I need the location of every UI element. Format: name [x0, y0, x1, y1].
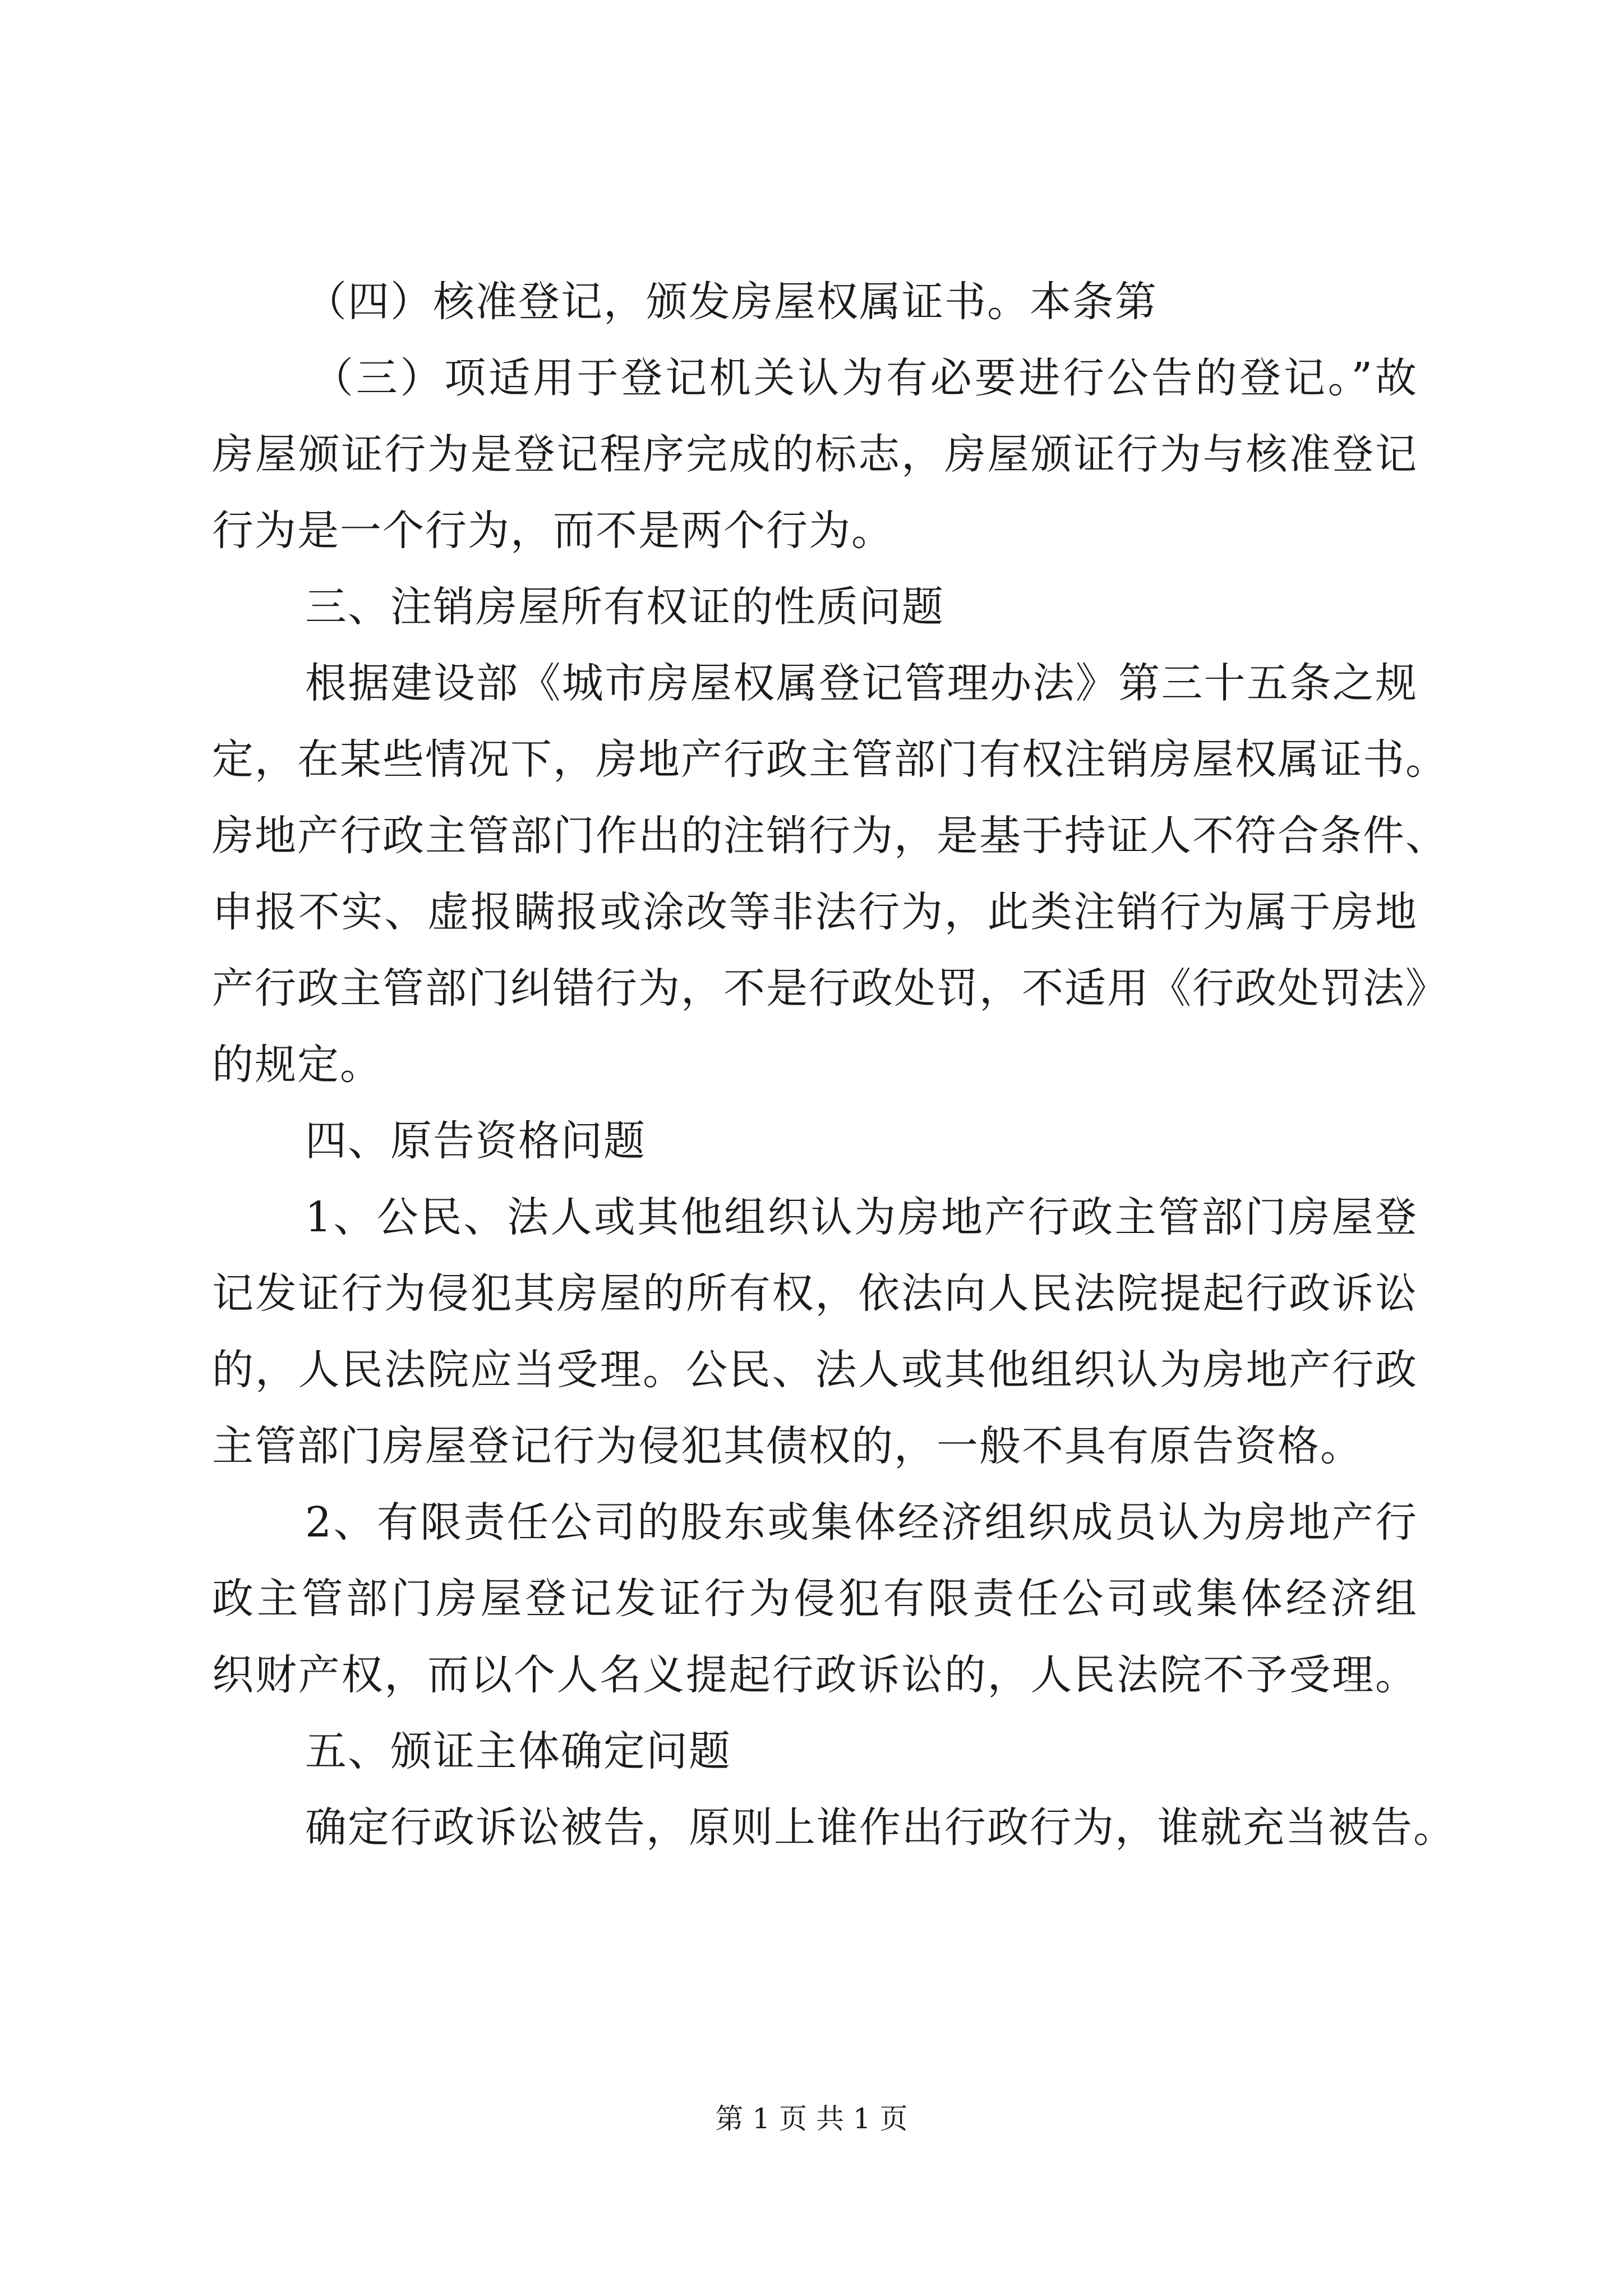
- paragraph-line: 定，在某些情况下，房地产行政主管部门有权注销房屋权属证书。: [212, 735, 1448, 784]
- paragraph-line: 的，人民法院应当受理。公民、法人或其他组织认为房地产行政: [212, 1346, 1418, 1394]
- section-heading: 四、原告资格问题: [305, 1117, 646, 1165]
- paragraph-line: 主管部门房屋登记行为侵犯其债权的，一般不具有原告资格。: [212, 1422, 1363, 1470]
- paragraph-line: 政主管部门房屋登记发证行为侵犯有限责任公司或集体经济组: [212, 1575, 1418, 1623]
- paragraph-line: （四）核准登记，颁发房屋权属证书。本条第: [305, 278, 1158, 326]
- paragraph-line: 确定行政诉讼被告，原则上谁作出行政行为，谁就充当被告。: [305, 1803, 1456, 1852]
- paragraph-line: 织财产权，而以个人名义提起行政诉讼的，人民法院不予受理。: [212, 1651, 1418, 1699]
- paragraph-line: 2、有限责任公司的股东或集体经济组织成员认为房地产行: [305, 1498, 1418, 1547]
- paragraph-line: 根据建设部《城市房屋权属登记管理办法》第三十五条之规: [305, 659, 1418, 707]
- section-heading: 三、注销房屋所有权证的性质问题: [305, 583, 944, 631]
- paragraph-line: 房地产行政主管部门作出的注销行为，是基于持证人不符合条件、: [212, 812, 1448, 860]
- paragraph-line: 的规定。: [212, 1041, 382, 1089]
- page-footer: 第 1 页 共 1 页: [715, 2102, 908, 2135]
- paragraph-line: （三）项适用于登记机关认为有必要进行公告的登记。”故: [312, 354, 1418, 402]
- section-heading: 五、颁证主体确定问题: [305, 1727, 731, 1775]
- paragraph-line: 记发证行为侵犯其房屋的所有权，依法向人民法院提起行政诉讼: [212, 1269, 1418, 1318]
- paragraph-line: 产行政主管部门纠错行为，不是行政处罚，不适用《行政处罚法》: [212, 964, 1448, 1013]
- document-body: [212, 264, 1456, 1866]
- paragraph-line: 房屋颁证行为是登记程序完成的标志，房屋颁证行为与核准登记: [212, 430, 1418, 478]
- paragraph-line: 1、公民、法人或其他组织认为房地产行政主管部门房屋登: [305, 1193, 1418, 1241]
- paragraph-line: 申报不实、虚报瞒报或涂改等非法行为，此类注销行为属于房地: [212, 888, 1418, 936]
- paragraph-line: 行为是一个行为，而不是两个行为。: [212, 507, 894, 555]
